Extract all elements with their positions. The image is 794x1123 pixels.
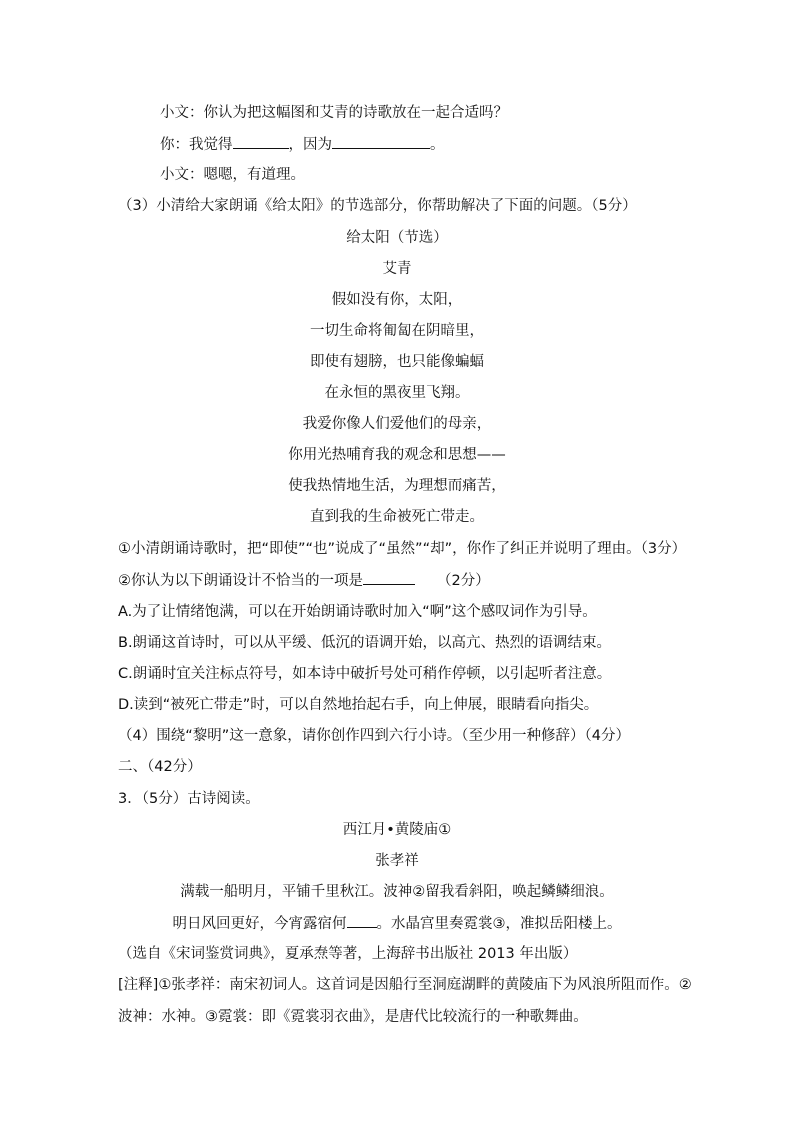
option-c: C.朗诵时宜关注标点符号，如本诗中破折号处可稍作停顿，以引起听者注意。 [118, 666, 612, 682]
poem-1-title: 给太阳（节选） [346, 230, 448, 246]
answer-blank-1[interactable] [233, 134, 289, 149]
poem-1-author: 艾青 [382, 261, 412, 277]
sub-question-2-score: （2分） [437, 573, 490, 589]
poem-2-line-2-suffix: 。水晶宫里奏霓裳③，准拟岳阳楼上。 [376, 916, 622, 932]
poem-2-line-1: 满载一船明月，平铺千里秋江。波神②留我看斜阳，唤起鳞鳞细浪。 [180, 884, 614, 900]
answer-blank-2[interactable] [332, 134, 430, 149]
poem-2-line-2-prefix: 明日风回更好，今宵露宿何 [172, 916, 347, 932]
sub-question-1: ①小清朗诵诗歌时，把“即使”“也”说成了“虽然”“却”，你作了纠正并说明了理由。（3分） [118, 541, 687, 557]
dialogue-line-3: 小文：嗯嗯，有道理。 [160, 167, 305, 183]
poem-2-author: 张孝祥 [375, 853, 419, 869]
answer-blank-3[interactable] [363, 570, 415, 585]
sub-question-2-text: ②你认为以下朗诵设计不恰当的一项是 [118, 573, 363, 589]
poem-1-line: 假如没有你，太阳， [331, 292, 463, 308]
question-3b-heading: 3．（5分）古诗阅读。 [118, 791, 260, 807]
option-d: D.读到“被死亡带走”时，可以自然地抬起右手，向上伸展，眼睛看向指尖。 [118, 697, 599, 713]
poem-1-line: 直到我的生命被死亡带走。 [310, 509, 484, 525]
dialogue-line-1: 小文：你认为把这幅图和艾青的诗歌放在一起合适吗？ [160, 105, 508, 121]
poem-2-source: （选自《宋词鉴赏词典》，夏承焘等著，上海辞书出版社 2013 年出版） [118, 946, 578, 962]
poem-2-title: 西江月•黄陵庙① [342, 822, 452, 838]
poem-1-line: 你用光热哺育我的观念和思想—— [288, 447, 506, 463]
poem-2-note-2: 波神：水神。③霓裳：即《霓裳羽衣曲》，是唐代比较流行的一种歌舞曲。 [118, 1009, 588, 1025]
question-4-prompt: （4）围绕“黎明”这一意象，请你创作四到六行小诗。（至少用一种修辞）（4分） [118, 728, 630, 744]
poem-1-line: 在永恒的黑夜里飞翔。 [324, 385, 470, 401]
poem-2-note-1: [注释]①张孝祥：南宋初词人。这首词是因船行至洞庭湖畔的黄陵庙下为风浪所阻而作。② [118, 977, 692, 993]
poem-1-line: 即使有翅膀，也只能像蝙蝠 [310, 354, 484, 370]
poem-2-line-2 [0, 913, 794, 934]
sub-question-2 [118, 570, 490, 591]
poem-1-line: 我爱你像人们爱他们的母亲， [302, 416, 492, 432]
option-a: A.为了让情绪饱满，可以在开始朗诵诗歌时加入“啊”这个感叹词作为引导。 [118, 604, 597, 620]
answer-blank-4[interactable] [347, 913, 377, 928]
dialogue-line-2-suffix: 。 [430, 137, 445, 153]
poem-1-line: 使我热情地生活，为理想而痛苦， [288, 478, 506, 494]
poem-1-line: 一切生命将匍匐在阴暗里， [310, 323, 484, 339]
dialogue-line-2-prefix: 你：我觉得 [160, 137, 233, 153]
section-2-heading: 二、（42分） [118, 759, 202, 775]
dialogue-line-2-mid: ，因为 [288, 137, 332, 153]
option-b: B.朗诵这首诗时，可以从平缓、低沉的语调开始，以高亢、热烈的语调结束。 [118, 635, 612, 651]
question-3-prompt: （3）小清给大家朗诵《给太阳》的节选部分，你帮助解决了下面的问题。（5分） [118, 198, 637, 214]
dialogue-line-2 [160, 134, 445, 155]
